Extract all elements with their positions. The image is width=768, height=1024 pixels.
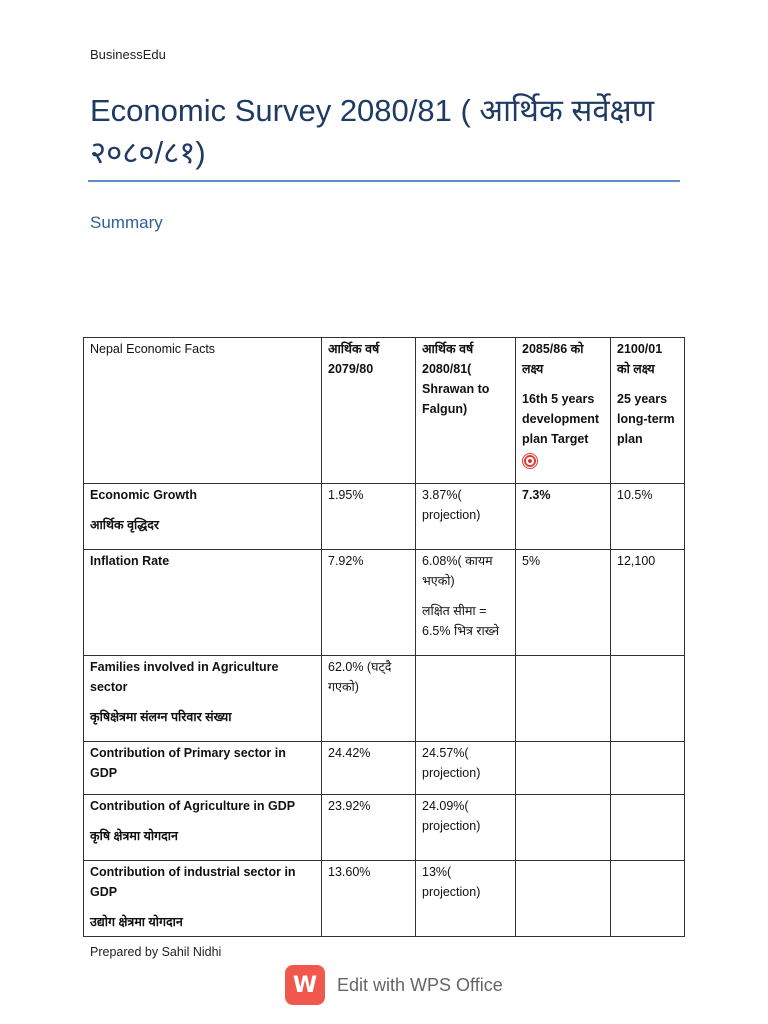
value-cell-target-2100-01 — [611, 742, 685, 795]
wps-label: Edit with WPS Office — [337, 974, 503, 995]
value-cell-target-2085-86 — [516, 795, 611, 861]
section-heading-summary: Summary — [90, 213, 163, 232]
document-title: Economic Survey 2080/81 ( आर्थिक सर्वेक्षण २०८०/८१) — [90, 93, 655, 170]
value-cell-fy-2079-80: 24.42% — [322, 742, 416, 795]
value-cell-fy-2080-81: 24.57%( projection) — [416, 742, 516, 795]
value-cell-fy-2080-81 — [416, 656, 516, 742]
table-row — [84, 742, 685, 795]
value-cell-fy-2080-81: 3.87%( projection) — [416, 484, 516, 550]
header-cell-fy-2079-80: आर्थिक वर्ष 2079/80 — [322, 338, 416, 484]
value-cell-fy-2079-80: 23.92% — [322, 795, 416, 861]
brand-name: BusinessEdu — [90, 47, 166, 62]
table-row — [84, 795, 685, 861]
prepared-by-footer: Prepared by Sahil Nidhi — [90, 945, 222, 959]
header-cell-target-2100-01: 2100/01 को लक्ष्य 25 years long-term plan — [611, 338, 685, 484]
table-header-row — [84, 338, 685, 484]
value-cell-target-2085-86 — [516, 656, 611, 742]
value-cell-target-2085-86 — [516, 742, 611, 795]
direct-hit-target-icon — [522, 453, 538, 469]
value-cell-target-2085-86: 7.3% — [516, 484, 611, 550]
table-row — [84, 484, 685, 550]
value-cell-target-2085-86 — [516, 861, 611, 937]
table-row — [84, 656, 685, 742]
header-cell-fy-2080-81: आर्थिक वर्ष 2080/81( Shrawan to Falgun) — [416, 338, 516, 484]
economic-facts-table — [83, 337, 685, 937]
table-row — [84, 550, 685, 656]
header-cell-target-2085-86: 2085/86 को लक्ष्य 16th 5 years development plan Target — [516, 338, 611, 484]
value-cell-target-2100-01: 12,100 — [611, 550, 685, 656]
header-cell-facts: Nepal Economic Facts — [84, 338, 322, 484]
value-cell-fy-2080-81: 24.09%( projection) — [416, 795, 516, 861]
value-cell-target-2100-01 — [611, 795, 685, 861]
edit-with-wps-button[interactable] — [285, 965, 503, 1005]
value-cell-target-2085-86: 5% — [516, 550, 611, 656]
fact-cell: Contribution of Agriculture in GDP कृषि क्षेत्रमा योगदान — [84, 795, 322, 861]
value-cell-target-2100-01: 10.5% — [611, 484, 685, 550]
fact-cell: Families involved in Agriculture sector कृषिक्षेत्रमा संलग्न परिवार संख्या — [84, 656, 322, 742]
fact-cell: Inflation Rate — [84, 550, 322, 656]
title-divider — [88, 180, 680, 182]
value-cell-fy-2079-80: 7.92% — [322, 550, 416, 656]
wps-logo-icon: W — [285, 965, 325, 1005]
fact-cell: Contribution of Primary sector in GDP — [84, 742, 322, 795]
fact-cell: Contribution of industrial sector in GDP उद्योग क्षेत्रमा योगदान — [84, 861, 322, 937]
value-cell-fy-2079-80: 1.95% — [322, 484, 416, 550]
value-cell-target-2100-01 — [611, 656, 685, 742]
fact-cell: Economic Growth आर्थिक वृद्धिदर — [84, 484, 322, 550]
table-row — [84, 861, 685, 937]
value-cell-fy-2079-80: 13.60% — [322, 861, 416, 937]
value-cell-fy-2080-81: 6.08%( कायम भएको) लक्षित सीमा = 6.5% भित्र राख्ने — [416, 550, 516, 656]
value-cell-fy-2079-80: 62.0% (घट्दै गएको) — [322, 656, 416, 742]
value-cell-fy-2080-81: 13%( projection) — [416, 861, 516, 937]
value-cell-target-2100-01 — [611, 861, 685, 937]
